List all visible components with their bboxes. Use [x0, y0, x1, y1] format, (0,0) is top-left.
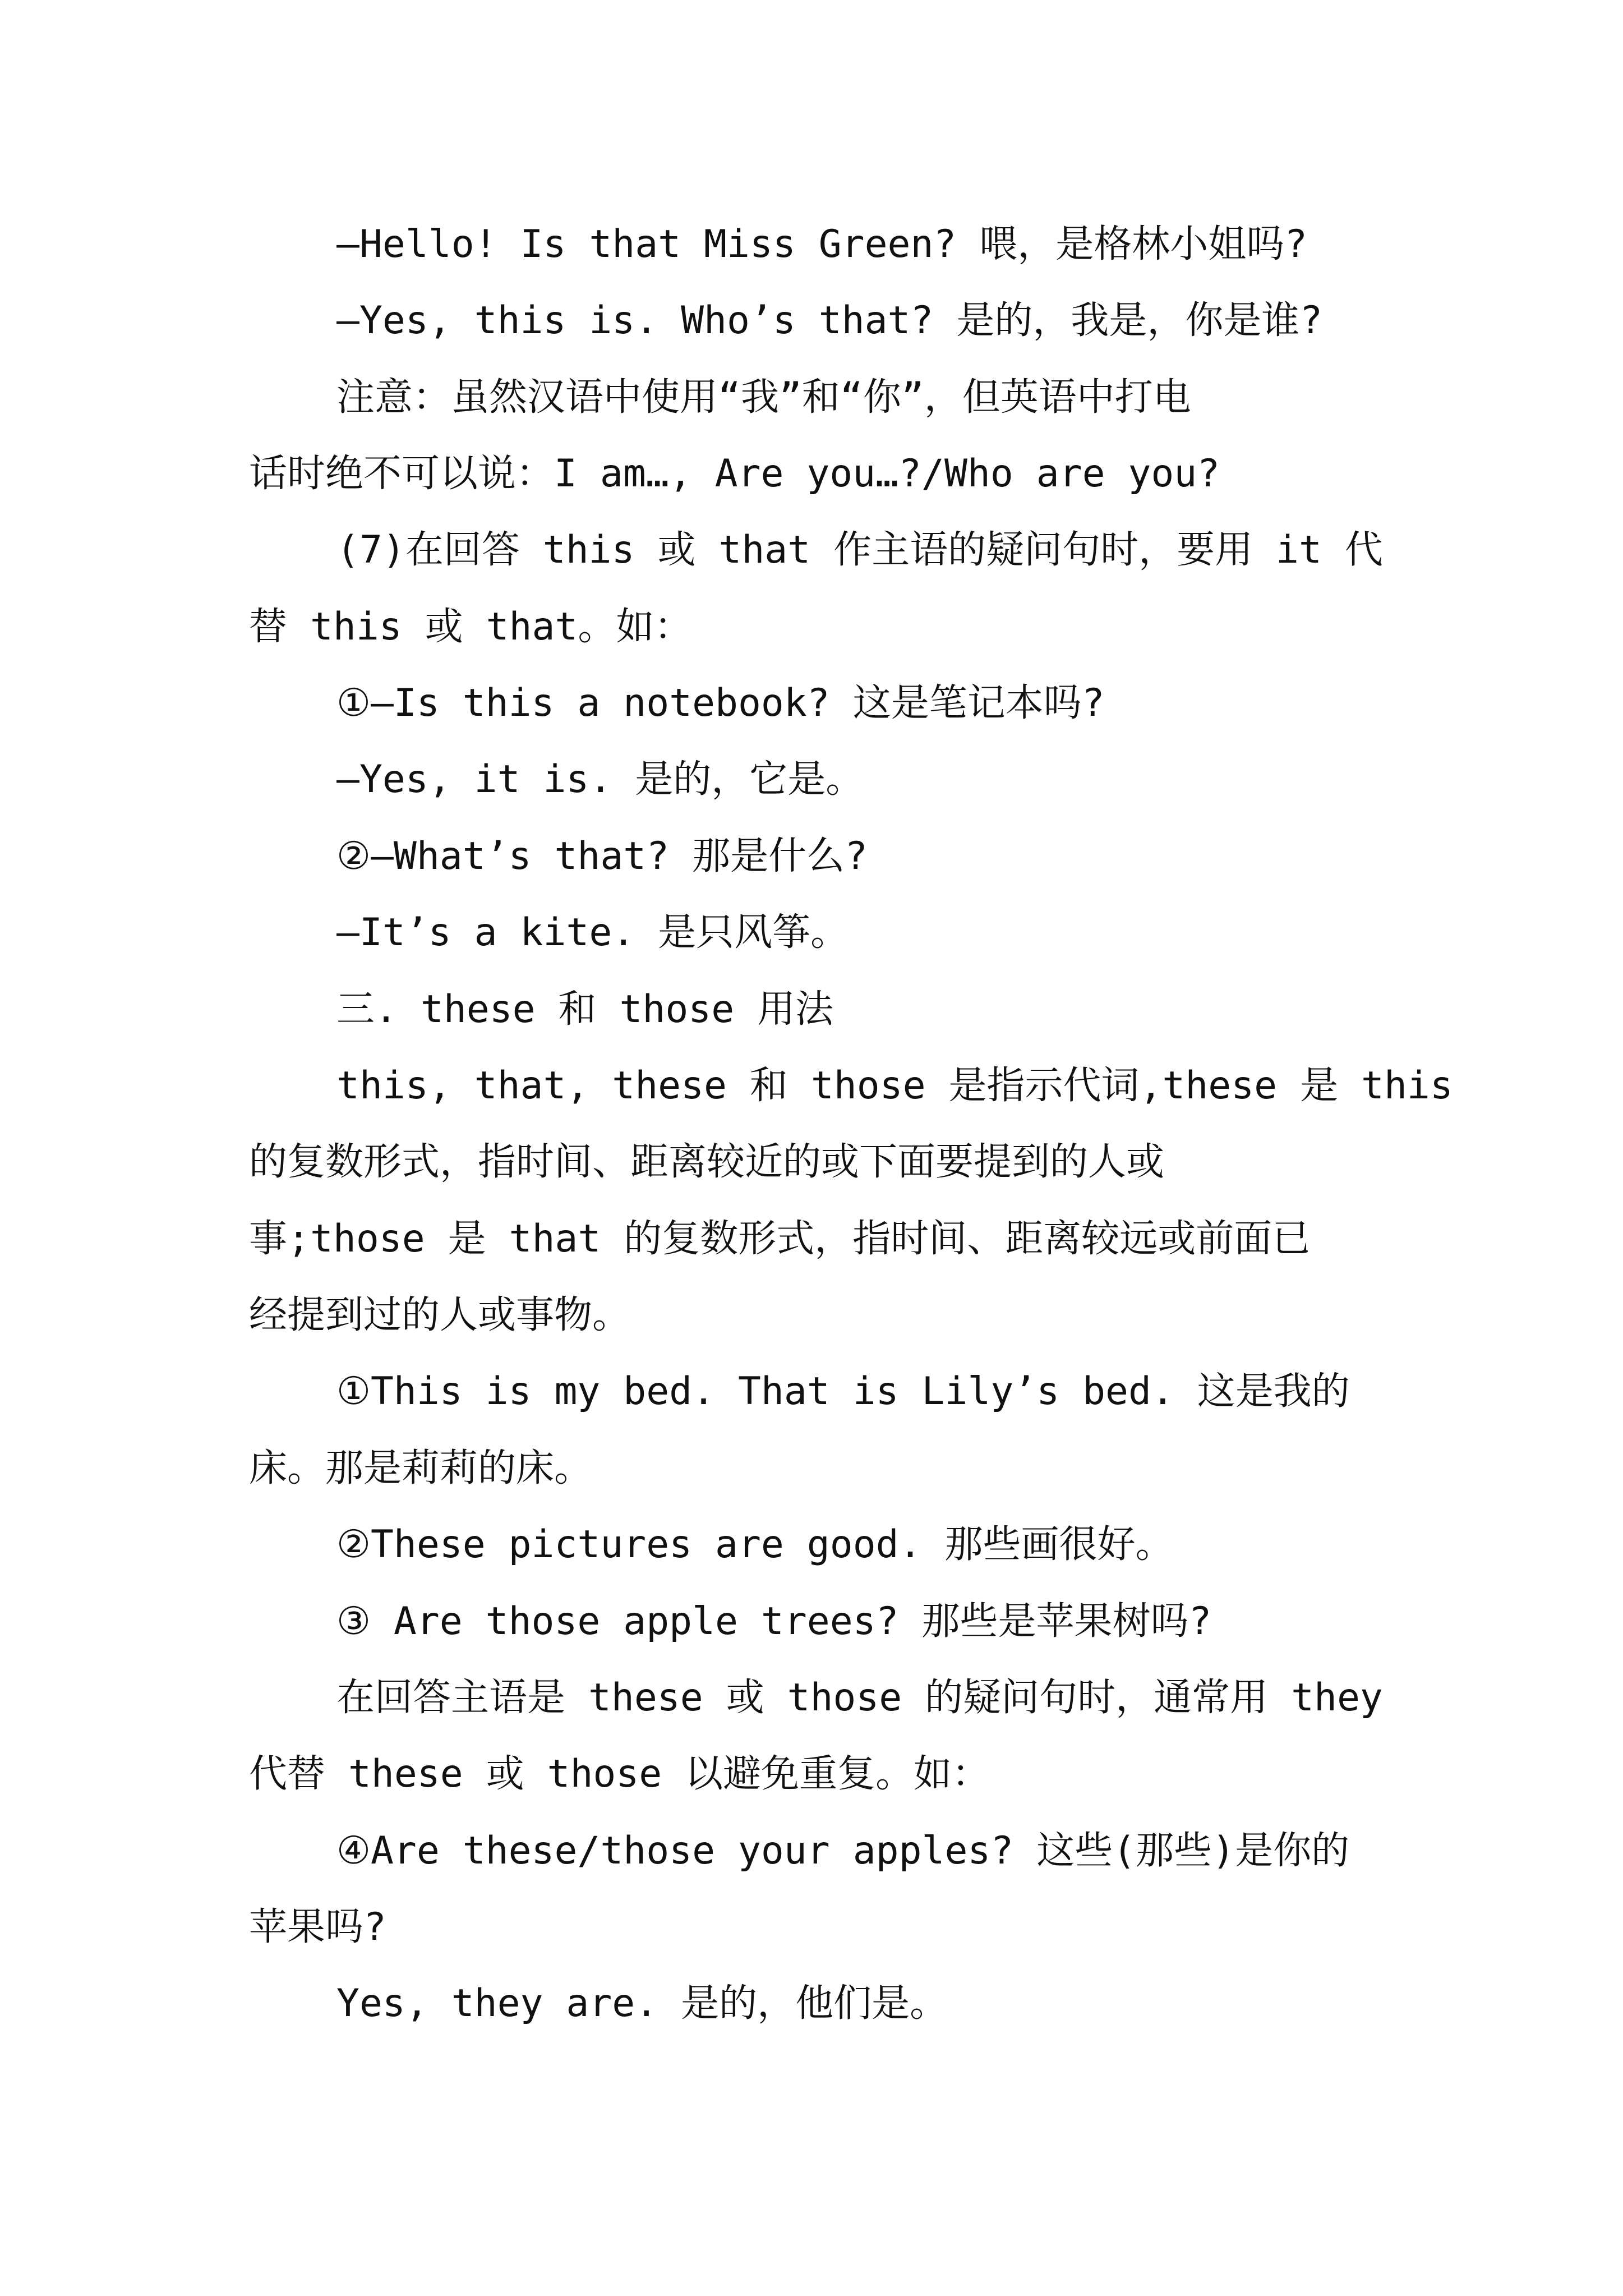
text-line-14: 事;those 是 that 的复数形式，指时间、距离较远或前面已: [249, 1217, 1311, 1261]
text-line-16: ①This is my bed. That is Lily’s bed. 这是我的: [336, 1369, 1350, 1414]
text-line-8: —Yes, it is. 是的，它是。: [336, 757, 864, 802]
text-line-17: 床。那是莉莉的床。: [249, 1446, 593, 1490]
text-line-23: 苹果吗?: [249, 1905, 386, 1949]
text-line-19: ③ Are those apple trees? 那些是苹果树吗?: [336, 1599, 1212, 1644]
text-line-2: —Yes, this is. Who’s that? 是的，我是，你是谁?: [336, 298, 1323, 343]
text-line-20: 在回答主语是 these 或 those 的疑问句时，通常用 they: [336, 1676, 1383, 1720]
text-line-4: 话时绝不可以说：I am…, Are you…?/Who are you?: [249, 452, 1220, 496]
text-line-3: 注意：虽然汉语中使用“我”和“你”，但英语中打电: [336, 375, 1191, 420]
section-heading: 三. these 和 those 用法: [336, 987, 834, 1032]
text-line-22: ④Are these/those your apples? 这些(那些)是你的: [336, 1829, 1350, 1873]
text-line-7: ①—Is this a notebook? 这是笔记本吗?: [336, 681, 1105, 725]
text-line-13: 的复数形式，指时间、距离较近的或下面要提到的人或: [249, 1140, 1165, 1184]
text-line-10: —It’s a kite. 是只风筝。: [336, 910, 849, 955]
text-line-15: 经提到过的人或事物。: [249, 1293, 631, 1337]
text-line-9: ②—What’s that? 那是什么?: [336, 834, 868, 878]
text-line-24: Yes, they are. 是的，他们是。: [336, 1981, 948, 2026]
text-line-6: 替 this 或 that。如：: [249, 605, 693, 649]
text-line-18: ②These pictures are good. 那些画很好。: [336, 1522, 1174, 1567]
text-line-5: (7)在回答 this 或 that 作主语的疑问句时，要用 it 代: [336, 528, 1383, 572]
text-line-1: —Hello! Is that Miss Green? 喂，是格林小姐吗?: [336, 222, 1308, 266]
text-line-12: this, that, these 和 those 是指示代词,these 是 this: [336, 1064, 1453, 1108]
text-line-21: 代替 these 或 those 以避免重复。如：: [249, 1752, 990, 1796]
